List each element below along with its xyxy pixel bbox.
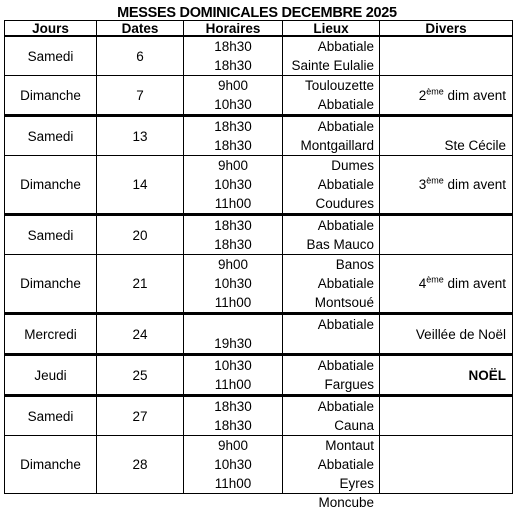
place-entry: Sainte Eulalie bbox=[291, 58, 374, 73]
times-cell bbox=[184, 396, 283, 436]
times-cell bbox=[184, 215, 283, 255]
place-entry: Abbatiale bbox=[317, 39, 374, 54]
date-cell: 28 bbox=[97, 436, 184, 494]
advent-label: dim avent bbox=[443, 276, 506, 291]
times-cell bbox=[184, 76, 283, 116]
notes-cell bbox=[380, 215, 513, 255]
places-cell bbox=[283, 116, 380, 156]
place-entry: Abbatiale bbox=[317, 119, 374, 134]
places-cell bbox=[283, 396, 380, 436]
header-divers: Divers bbox=[380, 21, 513, 37]
notes-cell: NOËL bbox=[380, 355, 513, 396]
date-cell: 14 bbox=[97, 156, 184, 215]
day-cell: Samedi bbox=[5, 215, 97, 255]
place-entry: Dumes bbox=[331, 158, 374, 173]
day-cell: Samedi bbox=[5, 36, 97, 76]
place-entry: Coudures bbox=[315, 196, 374, 211]
places-cell bbox=[283, 355, 380, 396]
table-row bbox=[5, 255, 513, 314]
place-entry: Bas Mauco bbox=[306, 237, 374, 252]
place-entry: Abbatiale bbox=[317, 457, 374, 472]
date-cell: 13 bbox=[97, 116, 184, 156]
place-entry: Abbatiale bbox=[317, 177, 374, 192]
place-entry: Abbatiale bbox=[317, 399, 374, 414]
places-cell bbox=[283, 156, 380, 215]
table-row bbox=[5, 355, 513, 396]
places-cell bbox=[283, 36, 380, 76]
date-cell: 20 bbox=[97, 215, 184, 255]
notes-cell bbox=[380, 76, 513, 116]
time-entry: 11h00 bbox=[214, 377, 252, 392]
time-entry: 9h00 bbox=[217, 438, 249, 453]
places-cell bbox=[283, 436, 380, 510]
date-cell: 25 bbox=[97, 355, 184, 396]
time-entry: 18h30 bbox=[214, 237, 252, 252]
day-cell: Mercredi bbox=[5, 314, 97, 355]
table-row bbox=[5, 215, 513, 255]
table-row bbox=[5, 396, 513, 436]
time-entry: 18h30 bbox=[214, 218, 252, 233]
time-entry: 10h30 bbox=[214, 97, 252, 112]
time-entry: 18h30 bbox=[214, 58, 252, 73]
place-entry: Toulouzette bbox=[304, 78, 374, 93]
day-cell: Dimanche bbox=[5, 436, 97, 494]
place-entry: Banos bbox=[335, 257, 374, 272]
day-cell: Dimanche bbox=[5, 156, 97, 215]
notes-cell bbox=[380, 396, 513, 436]
table-row bbox=[5, 156, 513, 215]
date-cell: 7 bbox=[97, 76, 184, 116]
times-cell bbox=[184, 436, 283, 494]
time-entry: 18h30 bbox=[214, 138, 252, 153]
time-entry: 9h00 bbox=[217, 158, 249, 173]
advent-number: 2 bbox=[418, 87, 427, 103]
notes-cell bbox=[380, 156, 513, 215]
time-entry bbox=[184, 315, 282, 334]
advent-number: 3 bbox=[418, 177, 427, 192]
places-cell bbox=[283, 215, 380, 255]
place-entry: Abbatiale bbox=[317, 276, 374, 291]
place-entry: Montgaillard bbox=[300, 138, 374, 153]
place-entry: Montsoué bbox=[314, 295, 374, 310]
time-entry: 18h30 bbox=[214, 418, 252, 433]
time-entry: 10h30 bbox=[214, 276, 252, 291]
place-entry bbox=[283, 334, 374, 353]
date-cell: 24 bbox=[97, 314, 184, 355]
day-cell: Jeudi bbox=[5, 355, 97, 396]
time-entry: 18h30 bbox=[214, 119, 252, 134]
day-cell: Samedi bbox=[5, 396, 97, 436]
header-jours: Jours bbox=[5, 21, 97, 37]
date-cell: 6 bbox=[97, 36, 184, 76]
time-entry: 10h30 bbox=[214, 177, 252, 192]
place-entry: Montaut bbox=[325, 438, 374, 453]
advent-label: dim avent bbox=[443, 87, 506, 103]
header-dates: Dates bbox=[97, 21, 184, 37]
times-cell bbox=[184, 36, 283, 76]
time-entry: 9h00 bbox=[217, 78, 249, 93]
time-entry: 9h00 bbox=[217, 257, 249, 272]
date-cell: 27 bbox=[97, 396, 184, 436]
day-cell: Samedi bbox=[5, 116, 97, 156]
times-cell bbox=[184, 156, 283, 215]
time-entry: 10h30 bbox=[214, 358, 252, 373]
ordinal-suffix: ème bbox=[426, 274, 444, 285]
place-entry: Abbatiale bbox=[317, 317, 374, 332]
table-row bbox=[5, 436, 513, 494]
day-cell: Dimanche bbox=[5, 76, 97, 116]
times-cell bbox=[184, 355, 283, 396]
times-cell bbox=[184, 255, 283, 314]
place-entry: Fargues bbox=[324, 377, 374, 392]
notes-cell: Veillée de Noël bbox=[380, 314, 513, 355]
mass-schedule-table bbox=[4, 20, 513, 510]
table-row bbox=[5, 36, 513, 76]
notes-cell bbox=[380, 436, 513, 494]
time-entry: 11h00 bbox=[214, 295, 252, 310]
time-entry: 18h30 bbox=[214, 399, 252, 414]
places-cell bbox=[283, 314, 380, 355]
table-row bbox=[5, 116, 513, 156]
table-row bbox=[5, 76, 513, 116]
notes-cell bbox=[380, 36, 513, 76]
header-lieux: Lieux bbox=[283, 21, 380, 37]
table-row bbox=[5, 314, 513, 355]
notes-cell: Ste Cécile bbox=[380, 116, 513, 156]
place-entry: Cauna bbox=[334, 418, 374, 433]
page-title: MESSES DOMINICALES DECEMBRE 2025 bbox=[117, 5, 397, 21]
time-entry: 18h30 bbox=[214, 39, 252, 54]
places-cell bbox=[283, 76, 380, 116]
advent-label: dim avent bbox=[443, 177, 506, 192]
place-entry: Abbatiale bbox=[317, 97, 374, 112]
time-entry: 19h30 bbox=[214, 336, 252, 351]
places-cell bbox=[283, 255, 380, 314]
header-horaires: Horaires bbox=[184, 21, 283, 37]
times-cell bbox=[184, 314, 283, 355]
header-row bbox=[5, 21, 513, 37]
notes-cell bbox=[380, 255, 513, 314]
ordinal-suffix: ème bbox=[426, 86, 444, 96]
time-entry: 11h00 bbox=[214, 476, 252, 491]
advent-number: 4 bbox=[418, 276, 427, 291]
ordinal-suffix: ème bbox=[426, 175, 444, 186]
time-entry: 10h30 bbox=[214, 457, 252, 472]
place-entry: Abbatiale bbox=[317, 218, 374, 233]
day-cell: Dimanche bbox=[5, 255, 97, 314]
time-entry: 11h00 bbox=[214, 196, 252, 211]
place-entry: Abbatiale bbox=[317, 358, 374, 373]
place-entry: Eyres Moncube bbox=[318, 476, 374, 510]
times-cell bbox=[184, 116, 283, 156]
date-cell: 21 bbox=[97, 255, 184, 314]
